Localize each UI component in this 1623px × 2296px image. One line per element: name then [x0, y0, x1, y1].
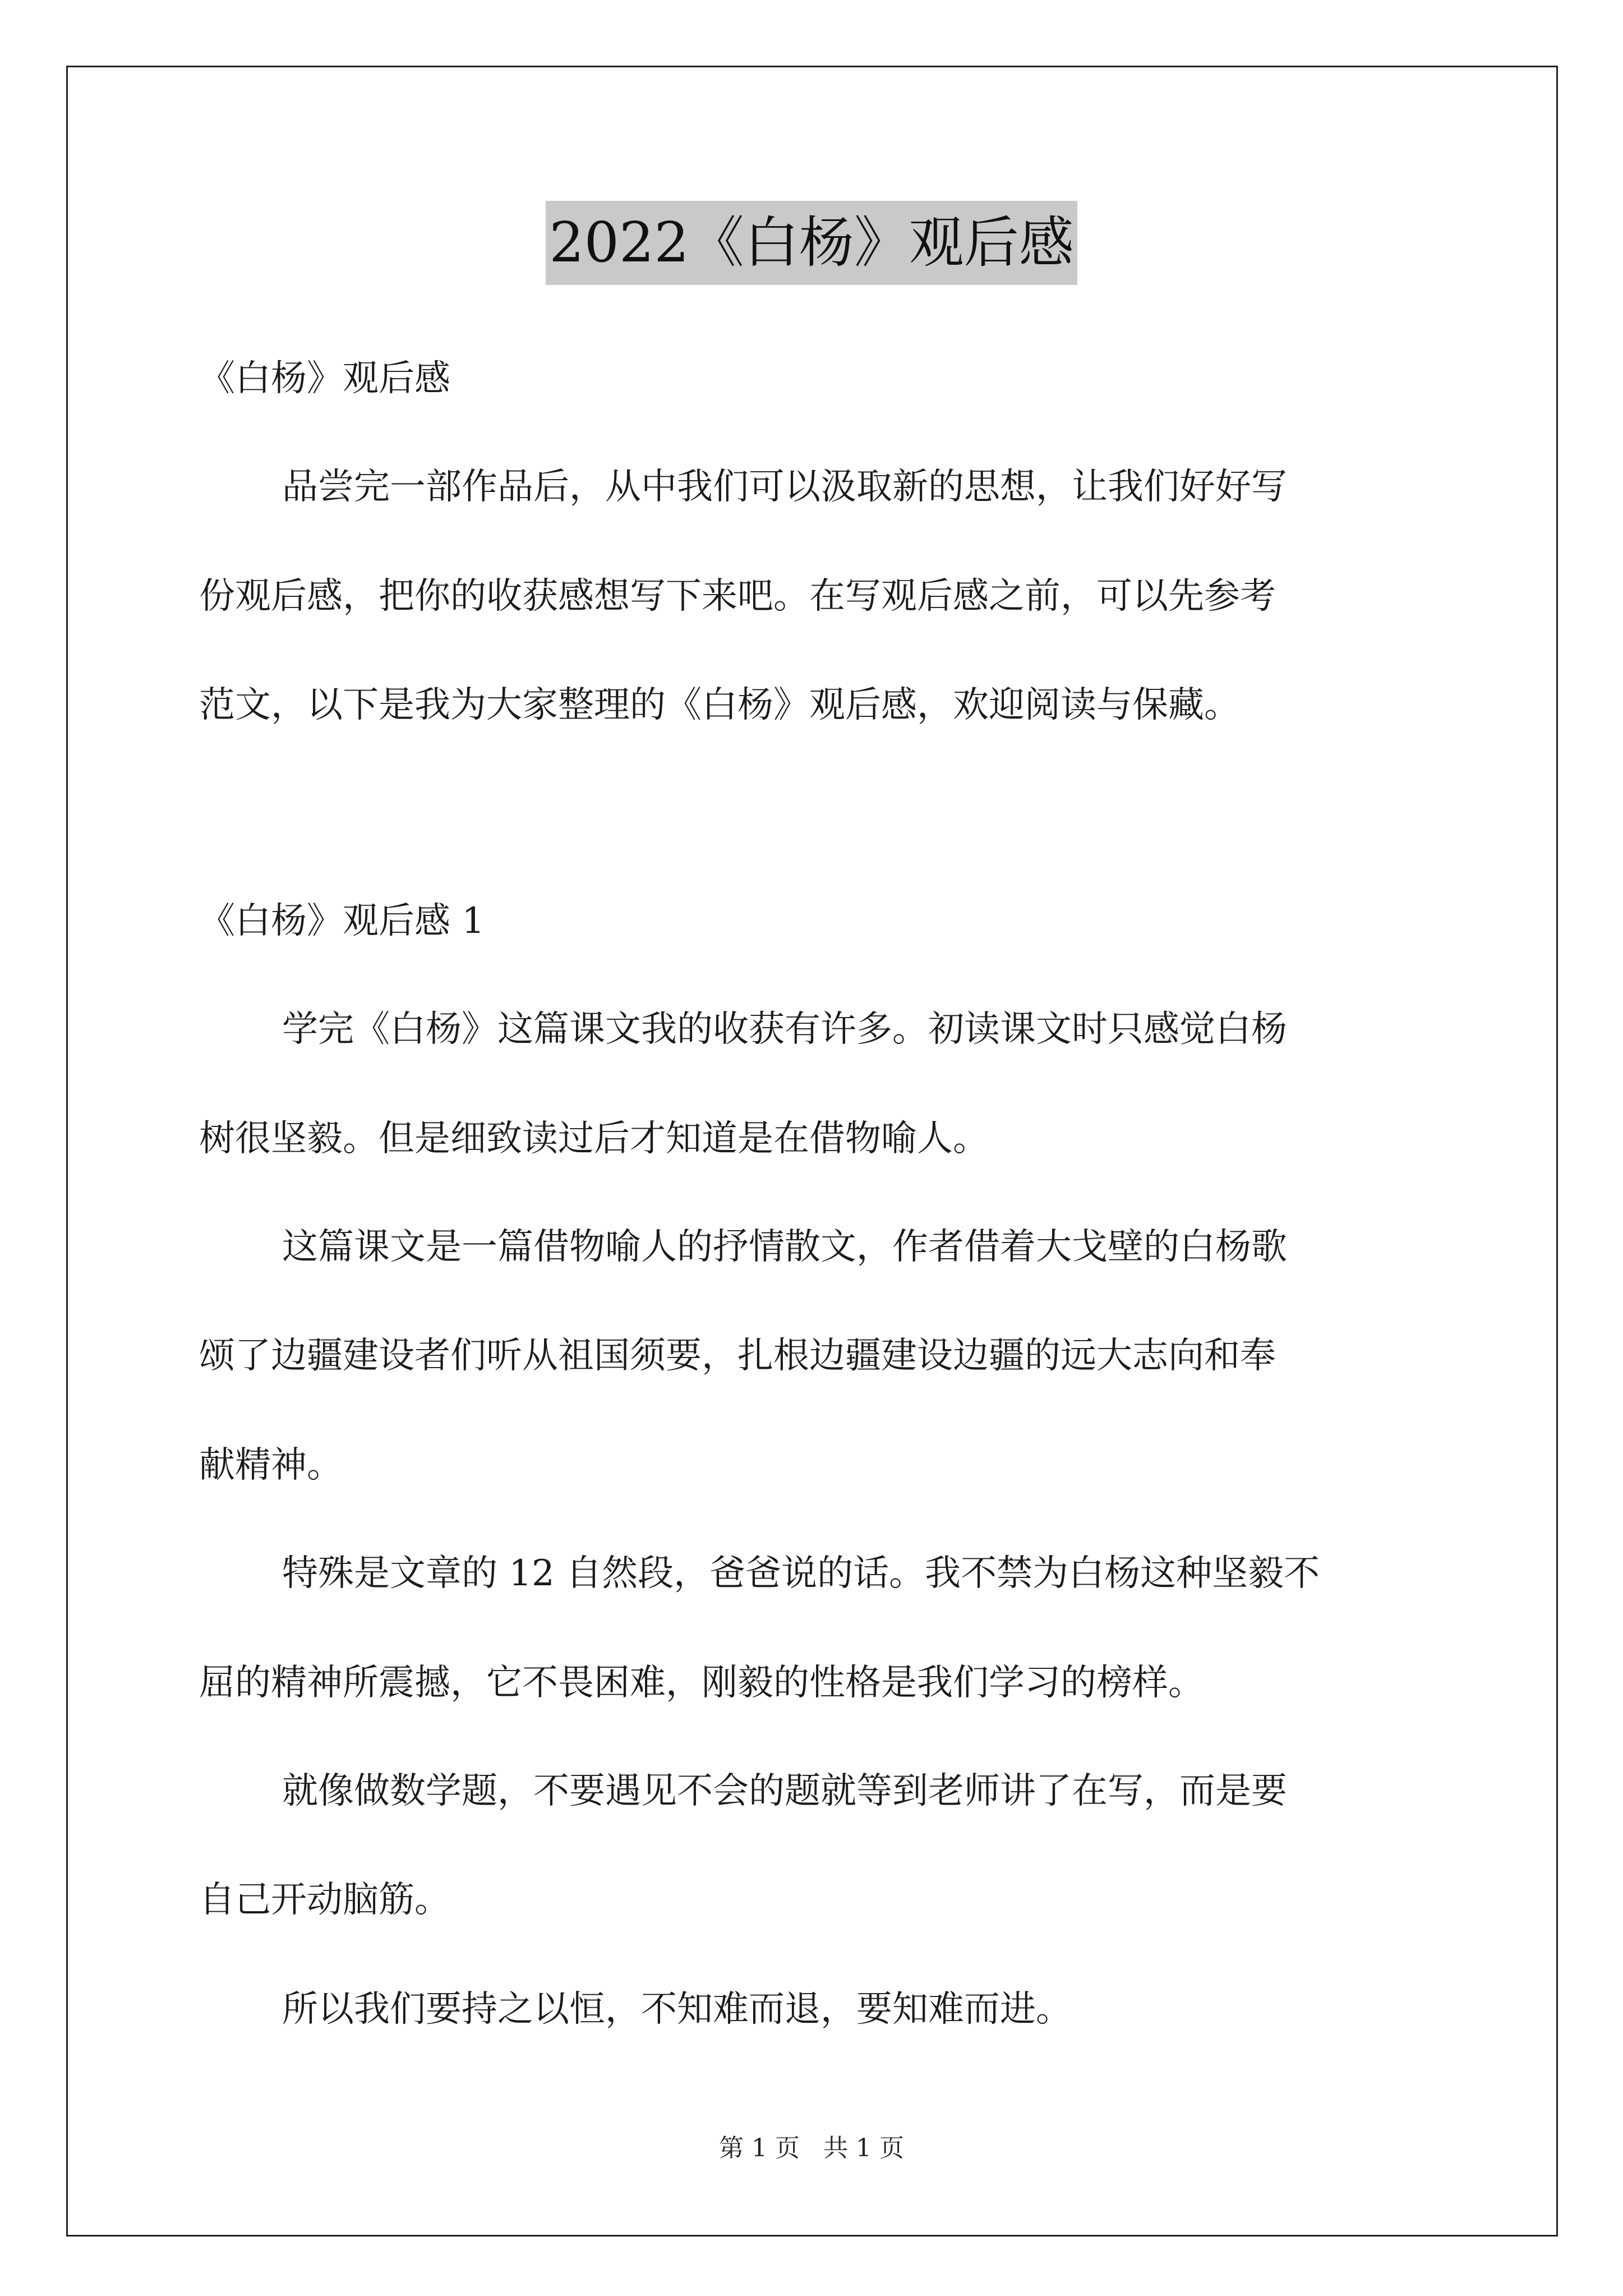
intro-line: 份观后感，把你的收获感想写下来吧。在写观后感之前，可以先参考: [199, 576, 1276, 617]
essay-line: 学完《白杨》这篇课文我的收获有许多。初读课文时只感觉白杨: [282, 1009, 1287, 1050]
page-footer: [0, 2132, 1623, 2165]
essay-line: 献精神。: [199, 1444, 343, 1486]
essay-line: 特殊是文章的 12 自然段，爸爸说的话。我不禁为白杨这种坚毅不: [282, 1553, 1320, 1594]
essay-line: 就像做数学题，不要遇见不会的题就等到老师讲了在写，而是要: [282, 1770, 1287, 1812]
essay-line: 所以我们要持之以恒，不知难而退，要知难而进。: [282, 1989, 1072, 2030]
document-title: [0, 201, 1623, 285]
essay-line: 自己开动脑筋。: [199, 1879, 450, 1921]
intro-line: 范文，以下是我为大家整理的《白杨》观后感，欢迎阅读与保藏。: [199, 684, 1240, 726]
essay-line: 树很坚毅。但是细致读过后才知道是在借物喻人。: [199, 1118, 989, 1159]
essay-heading: 《白杨》观后感 1: [199, 900, 485, 942]
intro-heading: 《白杨》观后感: [199, 358, 450, 399]
document-title-text: 2022《白杨》观后感: [546, 201, 1077, 285]
essay-line: 屈的精神所震撼，它不畏困难，刚毅的性格是我们学习的榜样。: [199, 1662, 1204, 1704]
essay-line: 颂了边疆建设者们听从祖国须要，扎根边疆建设边疆的远大志向和奉: [199, 1335, 1276, 1377]
intro-line: 品尝完一部作品后，从中我们可以汲取新的思想，让我们好好写: [282, 466, 1287, 508]
essay-line: 这篇课文是一篇借物喻人的抒情散文，作者借着大戈壁的白杨歌: [282, 1226, 1287, 1268]
page-number: 第 1 页: [719, 2134, 800, 2162]
page-total: 共 1 页: [823, 2134, 904, 2162]
